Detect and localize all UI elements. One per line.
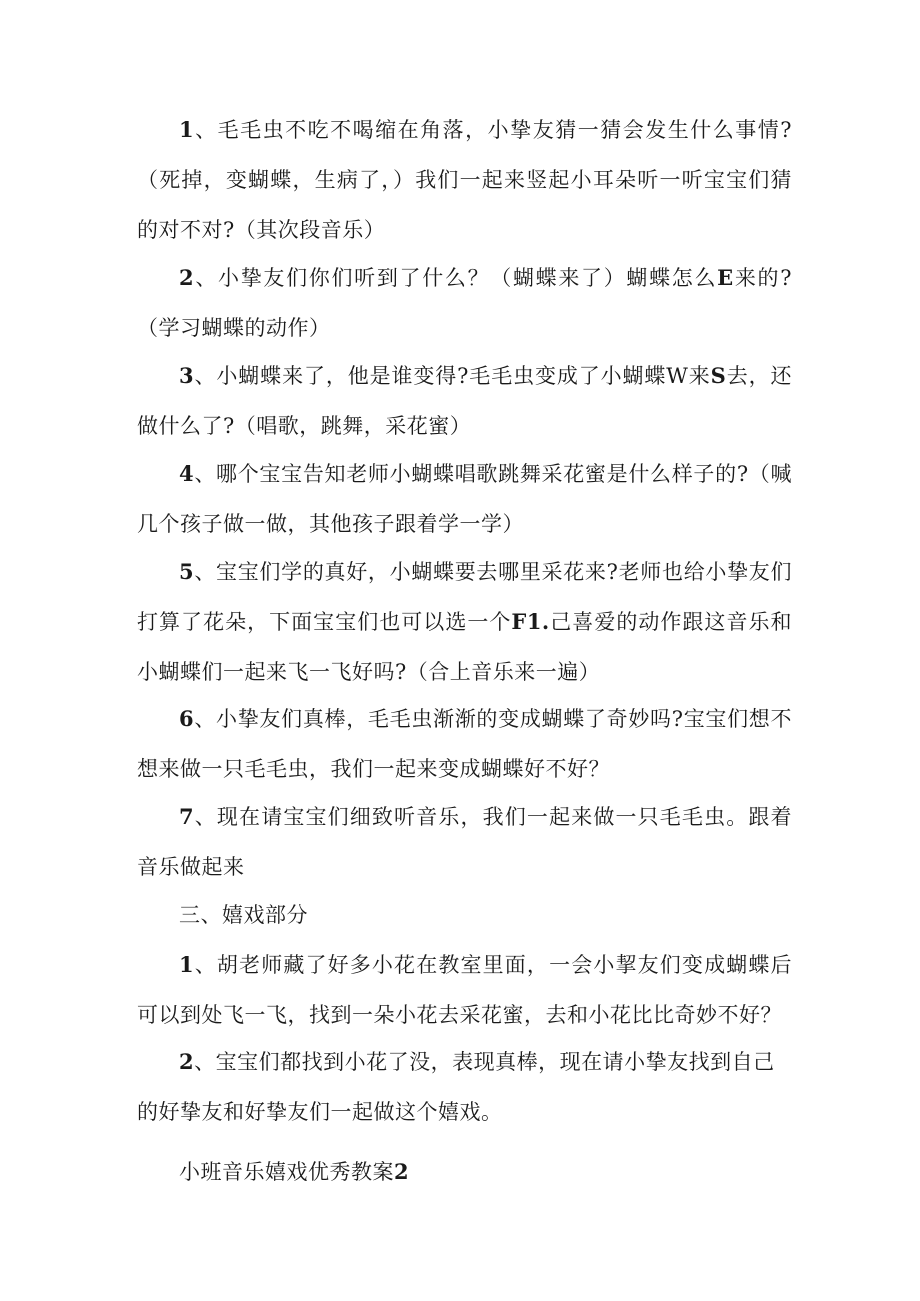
paragraph-text: 、现在请宝宝们细致听音乐，我们一起来做一只毛毛虫。跟着音乐做起来 xyxy=(137,805,792,879)
paragraph-number: 6 xyxy=(179,706,195,731)
next-lesson-title-text: 小班音乐嬉戏优秀教案 xyxy=(179,1160,394,1184)
section-heading-text: 三、嬉戏部分 xyxy=(179,903,308,927)
paragraph-1 xyxy=(137,105,792,255)
paragraph-number: 1 xyxy=(179,117,195,142)
paragraph-number: 7 xyxy=(179,804,195,829)
paragraph-3 xyxy=(137,351,792,451)
paragraph-text-cont: 己喜爱的动作跟这音乐和小蝴蝶们一起来飞一飞好吗?（合上音乐来一遍） xyxy=(137,610,793,684)
paragraph-text-bold: S xyxy=(710,363,727,388)
paragraph-number: 1 xyxy=(179,952,195,977)
paragraph-6 xyxy=(137,694,792,794)
continuation-line xyxy=(137,1087,503,1137)
paragraph-text-bold: E xyxy=(717,265,734,290)
paragraph-7 xyxy=(137,792,792,892)
paragraph-4 xyxy=(137,449,792,549)
paragraph-number: 2 xyxy=(179,1049,195,1074)
paragraph-number: 2 xyxy=(179,265,195,290)
paragraph-text: 、宝宝们都找到小花了没，表现真棒，现在请小挚友找到自己 xyxy=(194,1050,775,1074)
section-paragraph-1 xyxy=(137,940,792,1040)
paragraph-text: 、毛毛虫不吃不喝缩在角落，小挚友猜一猜会发生什么事情?（死掉，变蝴蝶，生病了，）我们一起来竖起小耳朵听一听宝宝们猜的对不对?（其次段音乐） xyxy=(137,118,792,242)
paragraph-text: 、小挚友们你们听到了什么？（蝴蝶来了）蝴蝶怎么 xyxy=(194,266,718,290)
paragraph-text-cont: 来的?（学习蝴蝶的动作） xyxy=(137,266,792,340)
paragraph-text: 、哪个宝宝告知老师小蝴蝶唱歌跳舞采花蜜是什么样子的?（喊几个孩子做一做，其他孩子跟着学一学） xyxy=(137,462,792,536)
next-lesson-title xyxy=(137,1147,792,1197)
paragraph-text: 、宝宝们学的真好，小蝴蝶要去哪里采花来?老师也给小挚友们打算了花朵，下面宝宝们也可以选一个 xyxy=(137,560,792,634)
continuation-text: 的好挚友和好挚友们一起做这个嬉戏。 xyxy=(137,1100,503,1124)
paragraph-2 xyxy=(137,253,792,353)
paragraph-text-bold: F1. xyxy=(511,609,550,634)
paragraph-text: 、小蝴蝶来了，他是谁变得?毛毛虫变成了小蝴蝶W来 xyxy=(194,364,711,388)
section-heading xyxy=(137,890,792,940)
paragraph-number: 4 xyxy=(179,461,195,486)
paragraph-text: 、胡老师藏了好多小花在教室里面，一会小挈友们变成蝴蝶后可以到处飞一飞，找到一朵小花去采花蜜，去和小花比比奇妙不好？ xyxy=(137,953,792,1027)
paragraph-number: 5 xyxy=(179,559,195,584)
paragraph-text-cont: 去，还做什么了?（唱歌，跳舞，采花蜜） xyxy=(137,364,793,438)
paragraph-5 xyxy=(137,547,792,697)
paragraph-number: 3 xyxy=(179,363,195,388)
paragraph-text: 、小挚友们真棒，毛毛虫渐渐的变成蝴蝶了奇妙吗?宝宝们想不想来做一只毛毛虫，我们一起来变成蝴蝶好不好？ xyxy=(137,707,792,781)
next-lesson-title-number: 2 xyxy=(394,1159,410,1184)
section-paragraph-2 xyxy=(137,1037,792,1087)
